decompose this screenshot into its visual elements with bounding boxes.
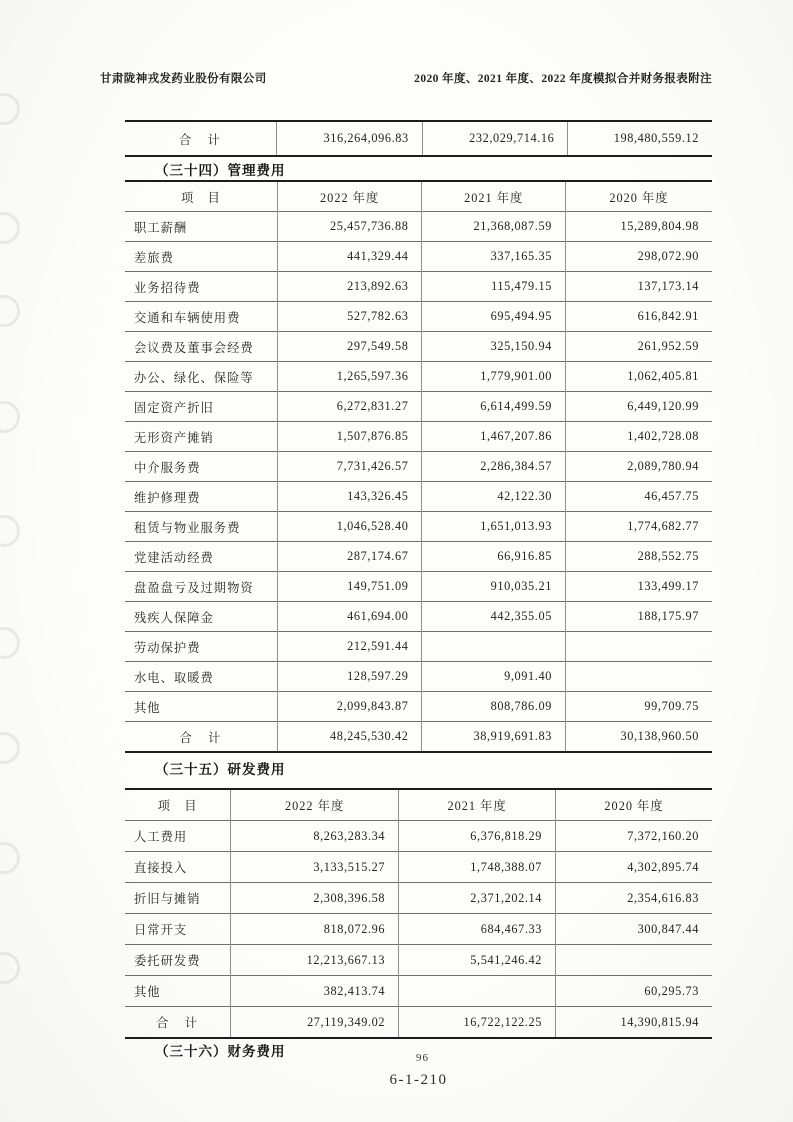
management-expense-table [125,180,712,753]
row-label: 合 计 [178,132,222,147]
table-row [125,542,712,572]
cell-2022: 25,457,736.88 [277,212,422,242]
scan-smudge [0,401,20,433]
scan-smudge [0,515,20,547]
cell-2021: 1,748,388.07 [399,852,556,883]
row-label: 党建活动经费 [125,542,277,572]
row-label: 办公、绿化、保险等 [125,362,277,392]
cell-2021: 42,122.30 [422,482,565,512]
cell-2020: 7,372,160.20 [556,821,712,852]
table-row [125,662,712,692]
table-row [125,302,712,332]
table-row [125,362,712,392]
table-row [125,914,712,945]
scan-smudge [0,627,20,659]
rd-expense-table [125,788,712,1039]
row-label: 无形资产摊销 [125,422,277,452]
scan-smudge [0,842,20,874]
column-header: 2020 年度 [556,789,712,821]
cell-2020: 6,449,120.99 [565,392,712,422]
cell-2021: 337,165.35 [422,242,565,272]
row-label: 租赁与物业服务费 [125,512,277,542]
cell-2020 [556,945,712,976]
row-label: 合 计 [125,1007,231,1039]
cell-2020: 2,354,616.83 [556,883,712,914]
cell-2022: 316,264,096.83 [276,121,422,156]
row-label: 固定资产折旧 [125,392,277,422]
cell-2020 [565,662,712,692]
row-label: 其他 [125,692,277,722]
cell-2022: 143,326.45 [277,482,422,512]
cell-2021: 232,029,714.16 [422,121,568,156]
row-label: 水电、取暖费 [125,662,277,692]
cell-2021 [399,976,556,1007]
table-row [125,602,712,632]
cell-2020: 198,480,559.12 [568,121,712,156]
cell-2020: 298,072.90 [565,242,712,272]
cell-2020: 46,457.75 [565,482,712,512]
cell-2022: 2,308,396.58 [231,883,399,914]
column-header: 2021 年度 [399,789,556,821]
cell-2021: 808,786.09 [422,692,565,722]
cell-2021 [422,632,565,662]
cell-2020: 14,390,815.94 [556,1007,712,1039]
row-label: 交通和车辆使用费 [125,302,277,332]
cell-2020: 1,774,682.77 [565,512,712,542]
table-row [125,945,712,976]
row-label: 盘盈盘亏及过期物资 [125,572,277,602]
row-label: 劳动保护费 [125,632,277,662]
section-34-title: （三十四）管理费用 [155,163,286,178]
column-header: 项 目 [157,799,198,813]
cell-2021: 695,494.95 [422,302,565,332]
cell-2021: 6,376,818.29 [399,821,556,852]
row-label: 差旅费 [125,242,277,272]
table-row [125,482,712,512]
row-label: 折旧与摊销 [125,883,231,914]
row-label: 维护修理费 [125,482,277,512]
table-row [125,821,712,852]
cell-2022: 1,265,597.36 [277,362,422,392]
cell-2020: 1,402,728.08 [565,422,712,452]
cell-2020: 60,295.73 [556,976,712,1007]
doc-header [100,70,712,88]
cell-2020: 300,847.44 [556,914,712,945]
cell-2020: 1,062,405.81 [565,362,712,392]
cell-2021: 1,651,013.93 [422,512,565,542]
cell-2022: 7,731,426.57 [277,452,422,482]
doc-number: 6-1-210 [389,1072,448,1088]
row-label: 直接投入 [125,852,231,883]
cell-2020: 616,842.91 [565,302,712,332]
table-row [125,332,712,362]
cell-2022: 461,694.00 [277,602,422,632]
section-35-title: （三十五）研发费用 [155,762,286,777]
cell-2022: 287,174.67 [277,542,422,572]
total-row [125,722,712,753]
column-header: 2022 年度 [277,181,422,212]
header-row [125,789,712,821]
table-row [125,422,712,452]
cell-2021: 115,479.15 [422,272,565,302]
cell-2021: 16,722,122.25 [399,1007,556,1039]
row-label: 会议费及董事会经费 [125,332,277,362]
table-row [125,452,712,482]
scan-smudge [0,93,20,125]
cell-2020: 15,289,804.98 [565,212,712,242]
header-row [125,181,712,212]
scan-smudge [0,952,20,984]
row-label: 职工薪酬 [125,212,277,242]
cell-2020: 137,173.14 [565,272,712,302]
table-row [125,976,712,1007]
cell-2022: 382,413.74 [231,976,399,1007]
cell-2022: 2,099,843.87 [277,692,422,722]
cell-2022: 8,263,283.34 [231,821,399,852]
row-label: 日常开支 [125,914,231,945]
table-row [125,692,712,722]
table-row [125,392,712,422]
cell-2021: 5,541,246.42 [399,945,556,976]
table-row [125,852,712,883]
section-36-title: （三十六）财务费用 [155,1044,286,1059]
cell-2022: 27,119,349.02 [231,1007,399,1039]
cell-2022: 3,133,515.27 [231,852,399,883]
table-row [125,883,712,914]
cell-2020: 133,499.17 [565,572,712,602]
table-row [125,242,712,272]
cell-2020 [565,632,712,662]
total-row [125,121,712,156]
table-row [125,272,712,302]
cell-2021: 1,779,901.00 [422,362,565,392]
cell-2020: 99,709.75 [565,692,712,722]
cell-2021: 6,614,499.59 [422,392,565,422]
cell-2021: 1,467,207.86 [422,422,565,452]
cell-2020: 30,138,960.50 [565,722,712,753]
company-name: 甘肃陇神戎发药业股份有限公司 [100,73,267,85]
cell-2020: 261,952.59 [565,332,712,362]
row-label: 合 计 [125,722,277,753]
cell-2021: 66,916.85 [422,542,565,572]
scan-smudge [0,295,20,327]
cell-2022: 12,213,667.13 [231,945,399,976]
page-number: 96 [416,1052,429,1064]
table-row [125,572,712,602]
total-row [125,1007,712,1039]
cell-2021: 9,091.40 [422,662,565,692]
cell-2020: 188,175.97 [565,602,712,632]
cell-2021: 442,355.05 [422,602,565,632]
cell-2022: 1,507,876.85 [277,422,422,452]
cell-2022: 527,782.63 [277,302,422,332]
table-row [125,212,712,242]
cell-2020: 288,552.75 [565,542,712,572]
cell-2022: 6,272,831.27 [277,392,422,422]
cell-2022: 48,245,530.42 [277,722,422,753]
cell-2021: 910,035.21 [422,572,565,602]
table-row [125,512,712,542]
cell-2021: 325,150.94 [422,332,565,362]
row-label: 其他 [125,976,231,1007]
cell-2020: 4,302,895.74 [556,852,712,883]
cell-2022: 149,751.09 [277,572,422,602]
cell-2021: 21,368,087.59 [422,212,565,242]
cell-2022: 441,329.44 [277,242,422,272]
table-row [125,632,712,662]
column-header: 2020 年度 [565,181,712,212]
row-label: 残疾人保障金 [125,602,277,632]
scan-smudge [0,732,20,764]
cell-2020: 2,089,780.94 [565,452,712,482]
row-label: 人工费用 [125,821,231,852]
cell-2022: 213,892.63 [277,272,422,302]
cell-2022: 212,591.44 [277,632,422,662]
carryover-total-table [125,120,712,157]
row-label: 中介服务费 [125,452,277,482]
cell-2022: 818,072.96 [231,914,399,945]
column-header: 项 目 [180,190,221,205]
cell-2021: 2,371,202.14 [399,883,556,914]
cell-2021: 2,286,384.57 [422,452,565,482]
cell-2022: 1,046,528.40 [277,512,422,542]
scan-smudge [0,212,20,244]
cell-2021: 38,919,691.83 [422,722,565,753]
column-header: 2021 年度 [422,181,565,212]
row-label: 委托研发费 [125,945,231,976]
report-title: 2020 年度、2021 年度、2022 年度模拟合并财务报表附注 [414,73,712,85]
cell-2022: 128,597.29 [277,662,422,692]
row-label: 业务招待费 [125,272,277,302]
cell-2021: 684,467.33 [399,914,556,945]
cell-2022: 297,549.58 [277,332,422,362]
column-header: 2022 年度 [231,789,399,821]
